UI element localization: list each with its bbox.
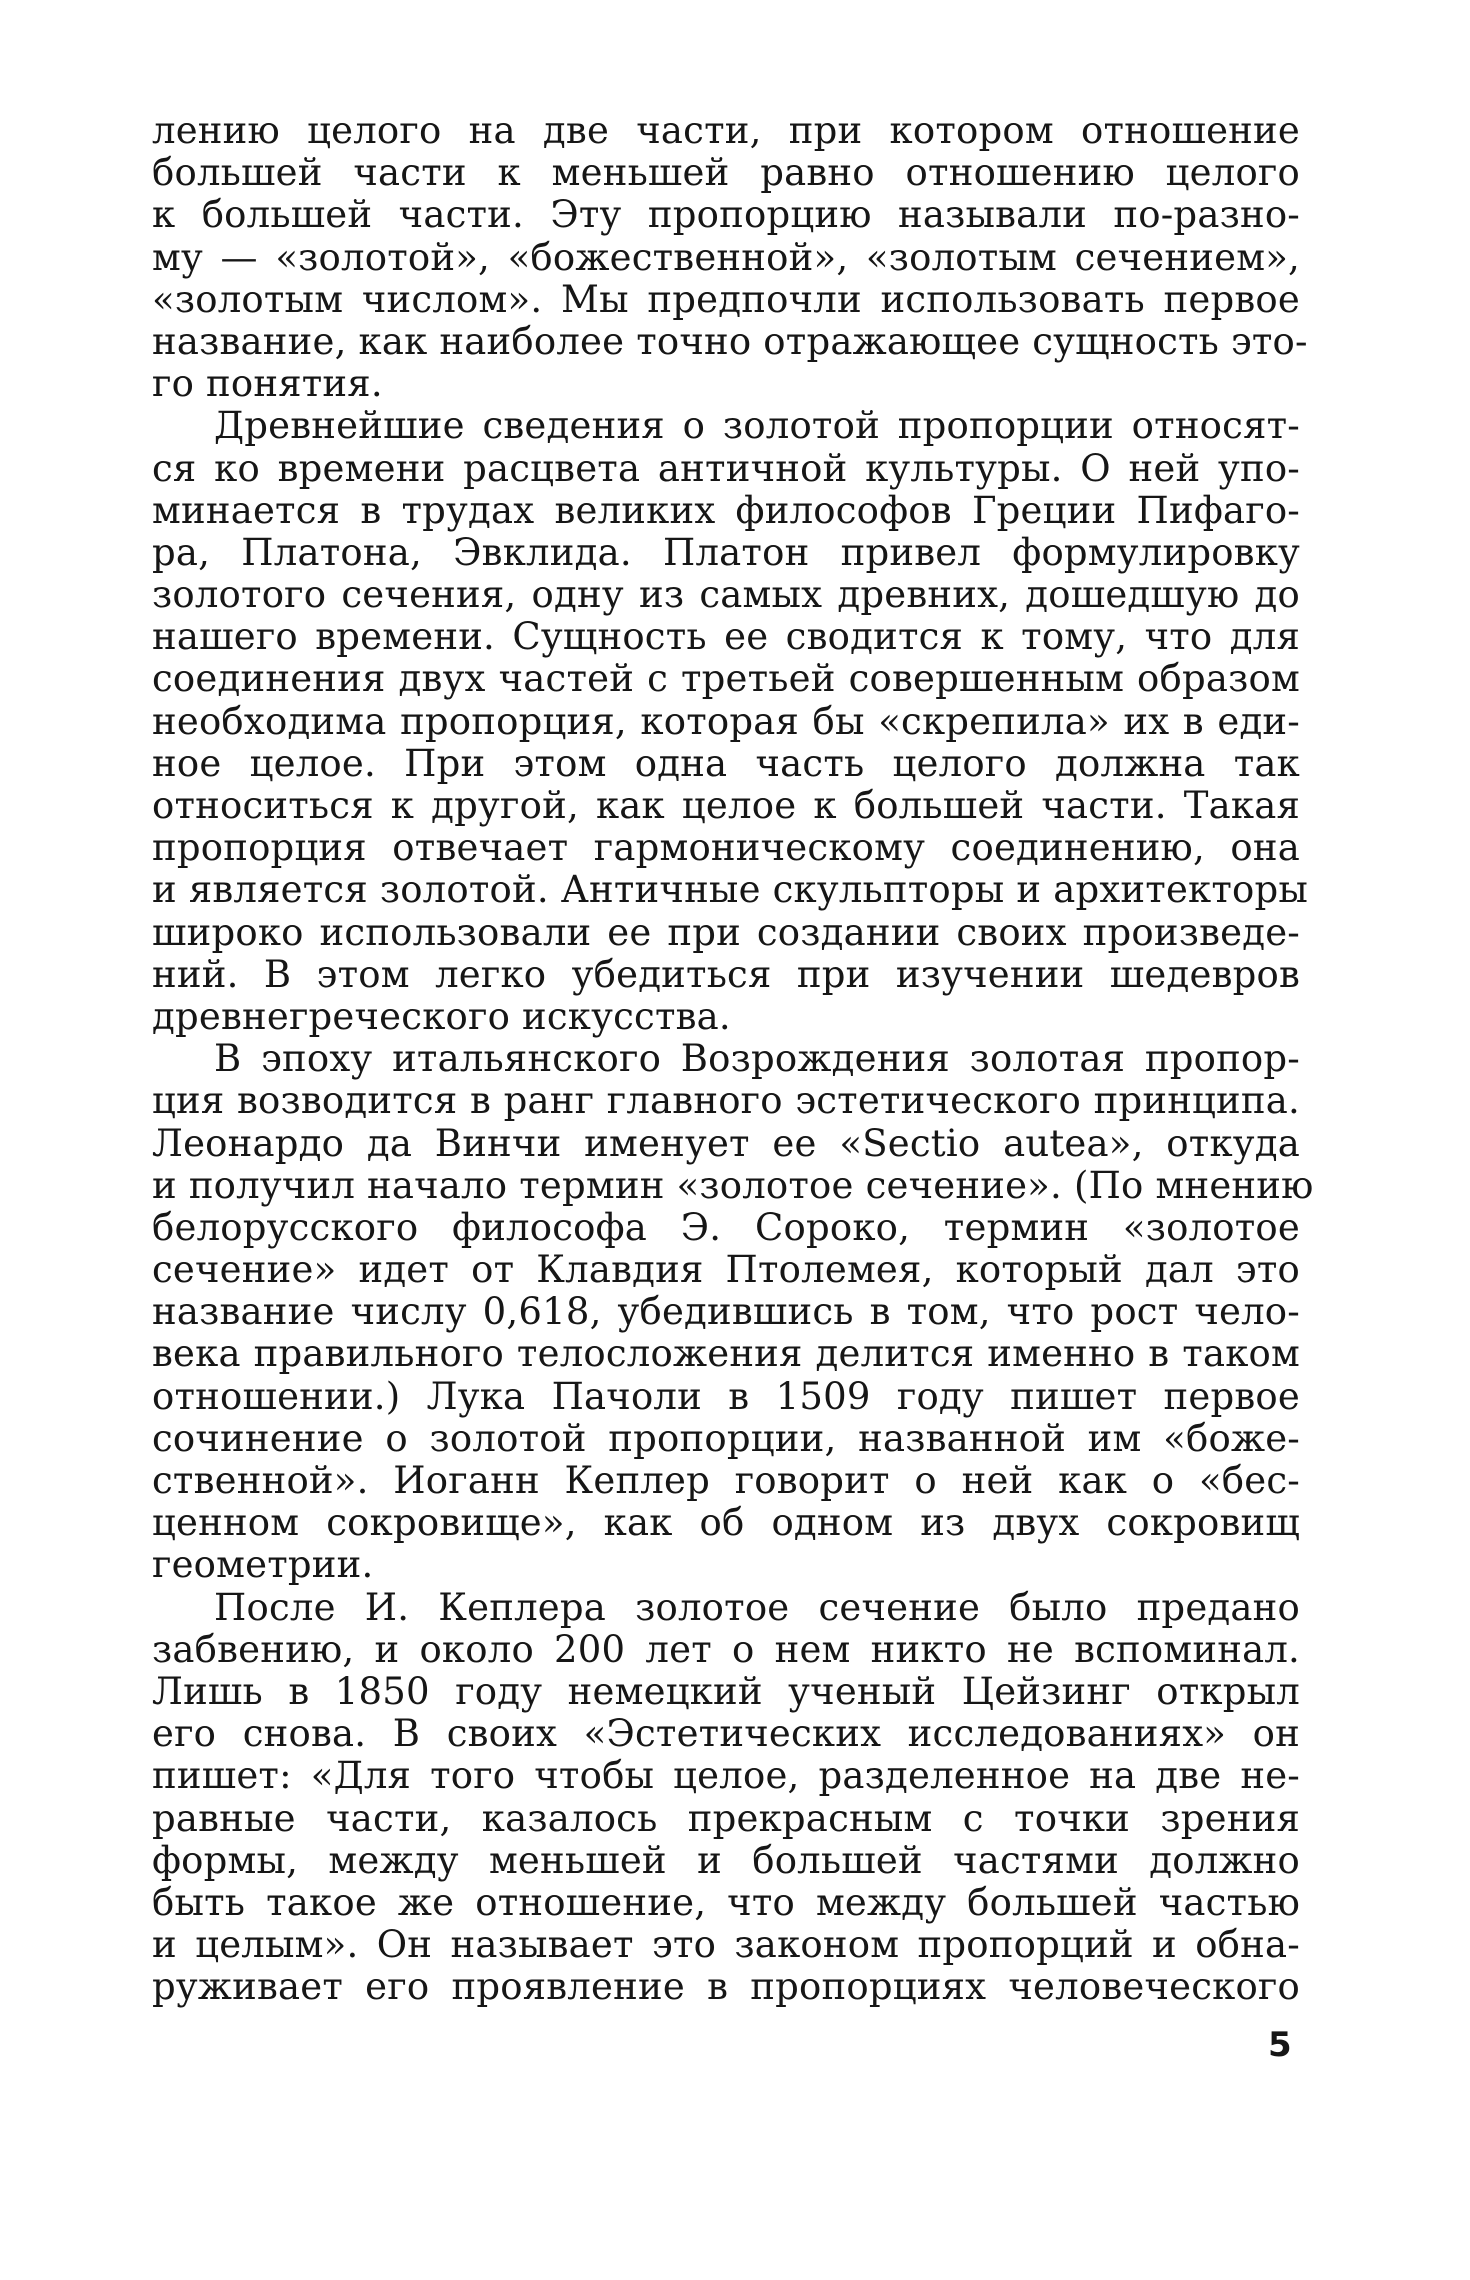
text-line: После И. Кеплера золотое сечение было предано	[214, 1585, 1300, 1629]
text-line: века правильного телосложения делится именно в таком	[152, 1332, 1300, 1376]
text-line: руживает его проявление в пропорциях человеческого	[152, 1965, 1300, 2009]
text-line: отношении.) Лука Пачоли в 1509 году пишет первое	[152, 1374, 1300, 1418]
text-line: Древнейшие сведения о золотой пропорции относят-	[214, 404, 1300, 448]
text-line: название, как наиболее точно отражающее сущность это-	[152, 319, 1308, 363]
text-line: ний. В этом легко убедиться при изучении шедевров	[152, 952, 1300, 996]
text-line: золотого сечения, одну из самых древних, дошедшую до	[152, 573, 1300, 617]
text-line: му — «золотой», «божественной», «золотым сечением»,	[152, 235, 1300, 279]
text-line: быть такое же отношение, что между большей частью	[152, 1880, 1300, 1924]
text-line: и целым». Он называет это законом пропорций и обна-	[152, 1923, 1300, 1967]
text-line: минается в трудах великих философов Греции Пифаго-	[152, 488, 1300, 532]
text-line: ся ко времени расцвета античной культуры. О ней упо-	[152, 446, 1300, 490]
text-line: необходима пропорция, которая бы «скрепила» их в еди-	[152, 699, 1300, 743]
text-line: ное целое. При этом одна часть целого должна так	[152, 741, 1300, 785]
text-line: ценном сокровище», как об одном из двух сокровищ	[152, 1501, 1300, 1545]
text-line: к большей части. Эту пропорцию называли по-разно-	[152, 193, 1300, 237]
text-line: ственной». Иоганн Кеплер говорит о ней как о «бес-	[152, 1459, 1300, 1502]
text-line: соединения двух частей с третьей совершенным образом	[152, 657, 1300, 701]
text-line: пропорция отвечает гармоническому соединению, она	[152, 826, 1300, 870]
text-line: Леонардо да Винчи именует ее «Sectio autea», откуда	[152, 1121, 1300, 1165]
text-line: го понятия.	[152, 362, 383, 406]
text-line: древнегреческого искусства.	[152, 994, 731, 1038]
text-line: название числу 0,618, убедившись в том, что рост чело-	[152, 1290, 1300, 1334]
text-line: сочинение о золотой пропорции, названной им «боже-	[152, 1416, 1300, 1460]
text-line: относиться к другой, как целое к большей части. Такая	[152, 784, 1300, 827]
paragraph-3	[152, 1037, 1314, 1587]
text-line: белорусского философа Э. Сороко, термин «золотое	[152, 1205, 1300, 1249]
text-line: нашего времени. Сущность ее сводится к тому, что для	[152, 615, 1300, 659]
text-line: лению целого на две части, при котором отношение	[152, 109, 1300, 152]
paragraph-2	[152, 404, 1309, 1038]
text-line: «золотым числом». Мы предпочли использовать первое	[152, 277, 1300, 321]
text-line: геометрии.	[152, 1543, 374, 1587]
paragraph-4	[152, 1587, 1300, 2009]
text-line: равные части, казалось прекрасным с точки зрения	[152, 1796, 1300, 1840]
text-line: и является золотой. Античные скульпторы и архитекторы	[152, 868, 1309, 912]
text-line: Лишь в 1850 году немецкий ученый Цейзинг открыл	[152, 1669, 1300, 1713]
text-line: большей части к меньшей равно отношению целого	[152, 151, 1300, 195]
text-line: формы, между меньшей и большей частями должно	[152, 1838, 1300, 1882]
text-line: пишет: «Для того чтобы целое, разделенное на две не-	[152, 1754, 1300, 1798]
text-line: широко использовали ее при создании своих произведе-	[152, 910, 1300, 954]
text-line: В эпоху итальянского Возрождения золотая пропор-	[214, 1037, 1300, 1081]
paragraph-1	[152, 109, 1308, 406]
text-line: ция возводится в ранг главного эстетического принципа.	[152, 1079, 1300, 1123]
text-line: его снова. В своих «Эстетических исследованиях» он	[152, 1712, 1300, 1756]
text-line: забвению, и около 200 лет о нем никто не вспоминал.	[152, 1627, 1300, 1671]
page-text	[152, 109, 1314, 2009]
text-line: и получил начало термин «золотое сечение». (По мнению	[152, 1163, 1314, 1207]
text-line: ра, Платона, Эвклида. Платон привел формулировку	[152, 530, 1300, 574]
page-number: 5	[1268, 2025, 1292, 2065]
text-line: сечение» идет от Клавдия Птолемея, который дал это	[152, 1248, 1300, 1292]
